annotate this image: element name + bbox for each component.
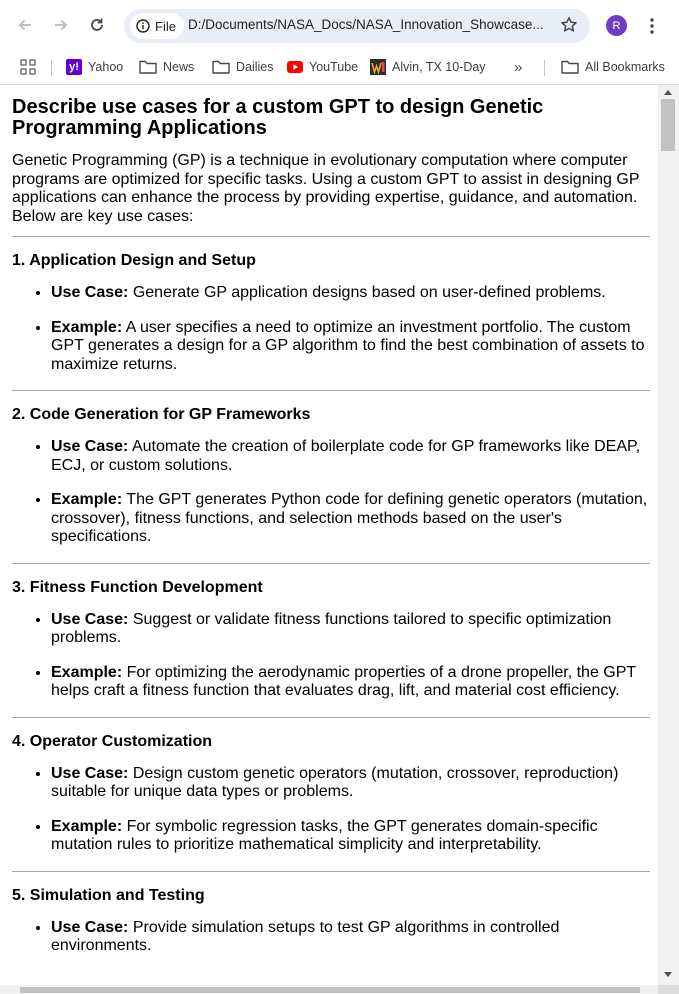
horizontal-scrollbar-thumb[interactable] — [20, 987, 640, 993]
intro-paragraph: Genetic Programming (GP) is a technique in evolutionary computation where computer programs are optimized for specific tasks. Using a custom GPT to assist in designing GP applications can enhance the process by providing expertise, guidance, and automation. Below are key use cases: — [12, 152, 640, 225]
bookmark-label: Dailies — [236, 60, 274, 74]
page-viewport — [0, 85, 658, 994]
example-text: A user specifies a need to optimize an investment portfolio. The custom GPT generates a design for a GP algorithm to find the best combination of assets to maximize returns. — [51, 318, 645, 373]
use-case-label: Use Case: — [51, 918, 129, 936]
folder-icon — [561, 60, 579, 74]
use-case-label: Use Case: — [51, 438, 129, 455]
youtube-icon — [287, 61, 303, 73]
star-icon — [560, 16, 578, 34]
use-case-text: Provide simulation setups to test GP algorithms in controlled environments. — [51, 918, 560, 954]
section-heading: 4. Operator Customization — [12, 732, 213, 750]
section-heading: 2. Code Generation for GP Frameworks — [12, 406, 311, 423]
use-case-text: Design custom genetic operators (mutation, crossover, reproduction) suitable for unique data types or problems. — [51, 764, 619, 800]
use-case-text: Suggest or validate fitness functions tailored to specific optimization problems. — [51, 610, 612, 646]
section-list — [12, 765, 650, 855]
forward-button[interactable] — [46, 10, 76, 40]
example-label: Example: — [51, 318, 123, 336]
section-heading: 1. Application Design and Setup — [12, 252, 256, 269]
section-heading: 3. Fitness Function Development — [12, 578, 263, 596]
bookmarks-bar — [0, 50, 679, 84]
bookmark-youtube[interactable] — [287, 54, 358, 80]
forward-arrow-icon — [53, 17, 69, 33]
section-list — [12, 919, 650, 956]
example-text: The GPT generates Python code for defining genetic operators (mutation, crossover), fitness functions, and selection methods based on the user's specifications. — [51, 491, 648, 545]
profile-avatar[interactable]: R — [606, 15, 627, 36]
folder-icon — [212, 60, 230, 74]
example-text: For optimizing the aerodynamic properties of a drone propeller, the GPT helps craft a fitness function that evaluates drag, lift, and material cost efficiency. — [51, 663, 636, 699]
url-text[interactable]: D:/Documents/NASA_Docs/NASA_Innovation_Showcase... — [188, 17, 544, 32]
section-divider — [12, 563, 650, 564]
section-list — [12, 611, 650, 701]
use-case-label: Use Case: — [51, 610, 129, 628]
all-bookmarks-button[interactable] — [561, 54, 665, 80]
scrollbar-thumb[interactable] — [661, 99, 675, 151]
all-bookmarks-label: All Bookmarks — [585, 60, 665, 74]
reload-button[interactable] — [82, 10, 112, 40]
bookmark-news[interactable] — [139, 54, 194, 80]
bookmark-weather[interactable] — [370, 54, 486, 80]
site-info-label: File — [155, 18, 176, 34]
use-case-item — [51, 284, 650, 303]
back-arrow-icon — [17, 17, 33, 33]
horizontal-scrollbar[interactable] — [0, 985, 658, 994]
section-divider — [12, 717, 650, 718]
browser-chrome — [0, 0, 679, 84]
bookmark-label: Alvin, TX 10-Day — [392, 60, 486, 74]
apps-grid-icon — [20, 59, 36, 75]
scroll-down-arrow-icon[interactable] — [664, 972, 672, 977]
section-divider — [12, 236, 650, 237]
use-case-item — [51, 765, 650, 802]
use-case-label: Use Case: — [51, 764, 129, 782]
address-bar[interactable] — [124, 9, 590, 43]
section-list — [12, 284, 650, 374]
reload-icon — [89, 17, 105, 33]
bookmarks-separator — [544, 60, 545, 76]
example-label: Example: — [51, 817, 123, 835]
bookmark-dailies[interactable] — [212, 54, 274, 80]
browser-menu-button[interactable] — [642, 14, 662, 38]
bookmark-label: Yahoo — [88, 60, 124, 74]
page-title: Describe use cases for a custom GPT to design Genetic Programming Applications — [12, 96, 544, 139]
vertical-scrollbar[interactable] — [658, 85, 679, 985]
example-item — [51, 491, 650, 547]
use-case-text: Automate the creation of boilerplate code for GP frameworks like DEAP, ECJ, or custom solutions. — [51, 438, 641, 474]
bookmark-yahoo[interactable] — [66, 54, 123, 80]
use-case-label: Use Case: — [51, 284, 129, 301]
section-heading: 5. Simulation and Testing — [12, 886, 205, 904]
scrollbar-corner — [658, 985, 679, 994]
back-button[interactable] — [10, 10, 40, 40]
example-text: For symbolic regression tasks, the GPT generates domain-specific mutation rules to prioritize mathematical simplicity and interpretability. — [51, 817, 598, 853]
section-divider — [12, 390, 650, 391]
use-case-text: Generate GP application designs based on user-defined problems. — [132, 284, 606, 301]
use-case-item — [51, 919, 650, 956]
apps-button[interactable] — [20, 54, 36, 80]
document — [12, 85, 650, 972]
use-case-item — [51, 438, 650, 475]
weather-icon — [370, 59, 386, 75]
example-item — [51, 818, 650, 855]
bookmarks-separator — [51, 60, 52, 76]
more-vert-icon — [650, 18, 654, 34]
example-item — [51, 664, 650, 701]
bookmarks-overflow-button[interactable]: » — [514, 58, 523, 76]
browser-toolbar — [0, 0, 679, 50]
example-item — [51, 319, 650, 375]
site-info-chip[interactable] — [130, 13, 184, 39]
yahoo-icon: y! — [66, 59, 82, 75]
info-icon — [136, 19, 150, 33]
bookmark-star-button[interactable] — [560, 16, 578, 39]
use-case-item — [51, 611, 650, 648]
example-label: Example: — [51, 491, 123, 508]
example-label: Example: — [51, 663, 123, 681]
folder-icon — [139, 60, 157, 74]
section-list — [12, 438, 650, 547]
section-divider — [12, 871, 650, 872]
bookmark-label: YouTube — [309, 60, 359, 74]
scroll-up-arrow-icon[interactable] — [664, 90, 672, 95]
bookmark-label: News — [163, 60, 195, 74]
